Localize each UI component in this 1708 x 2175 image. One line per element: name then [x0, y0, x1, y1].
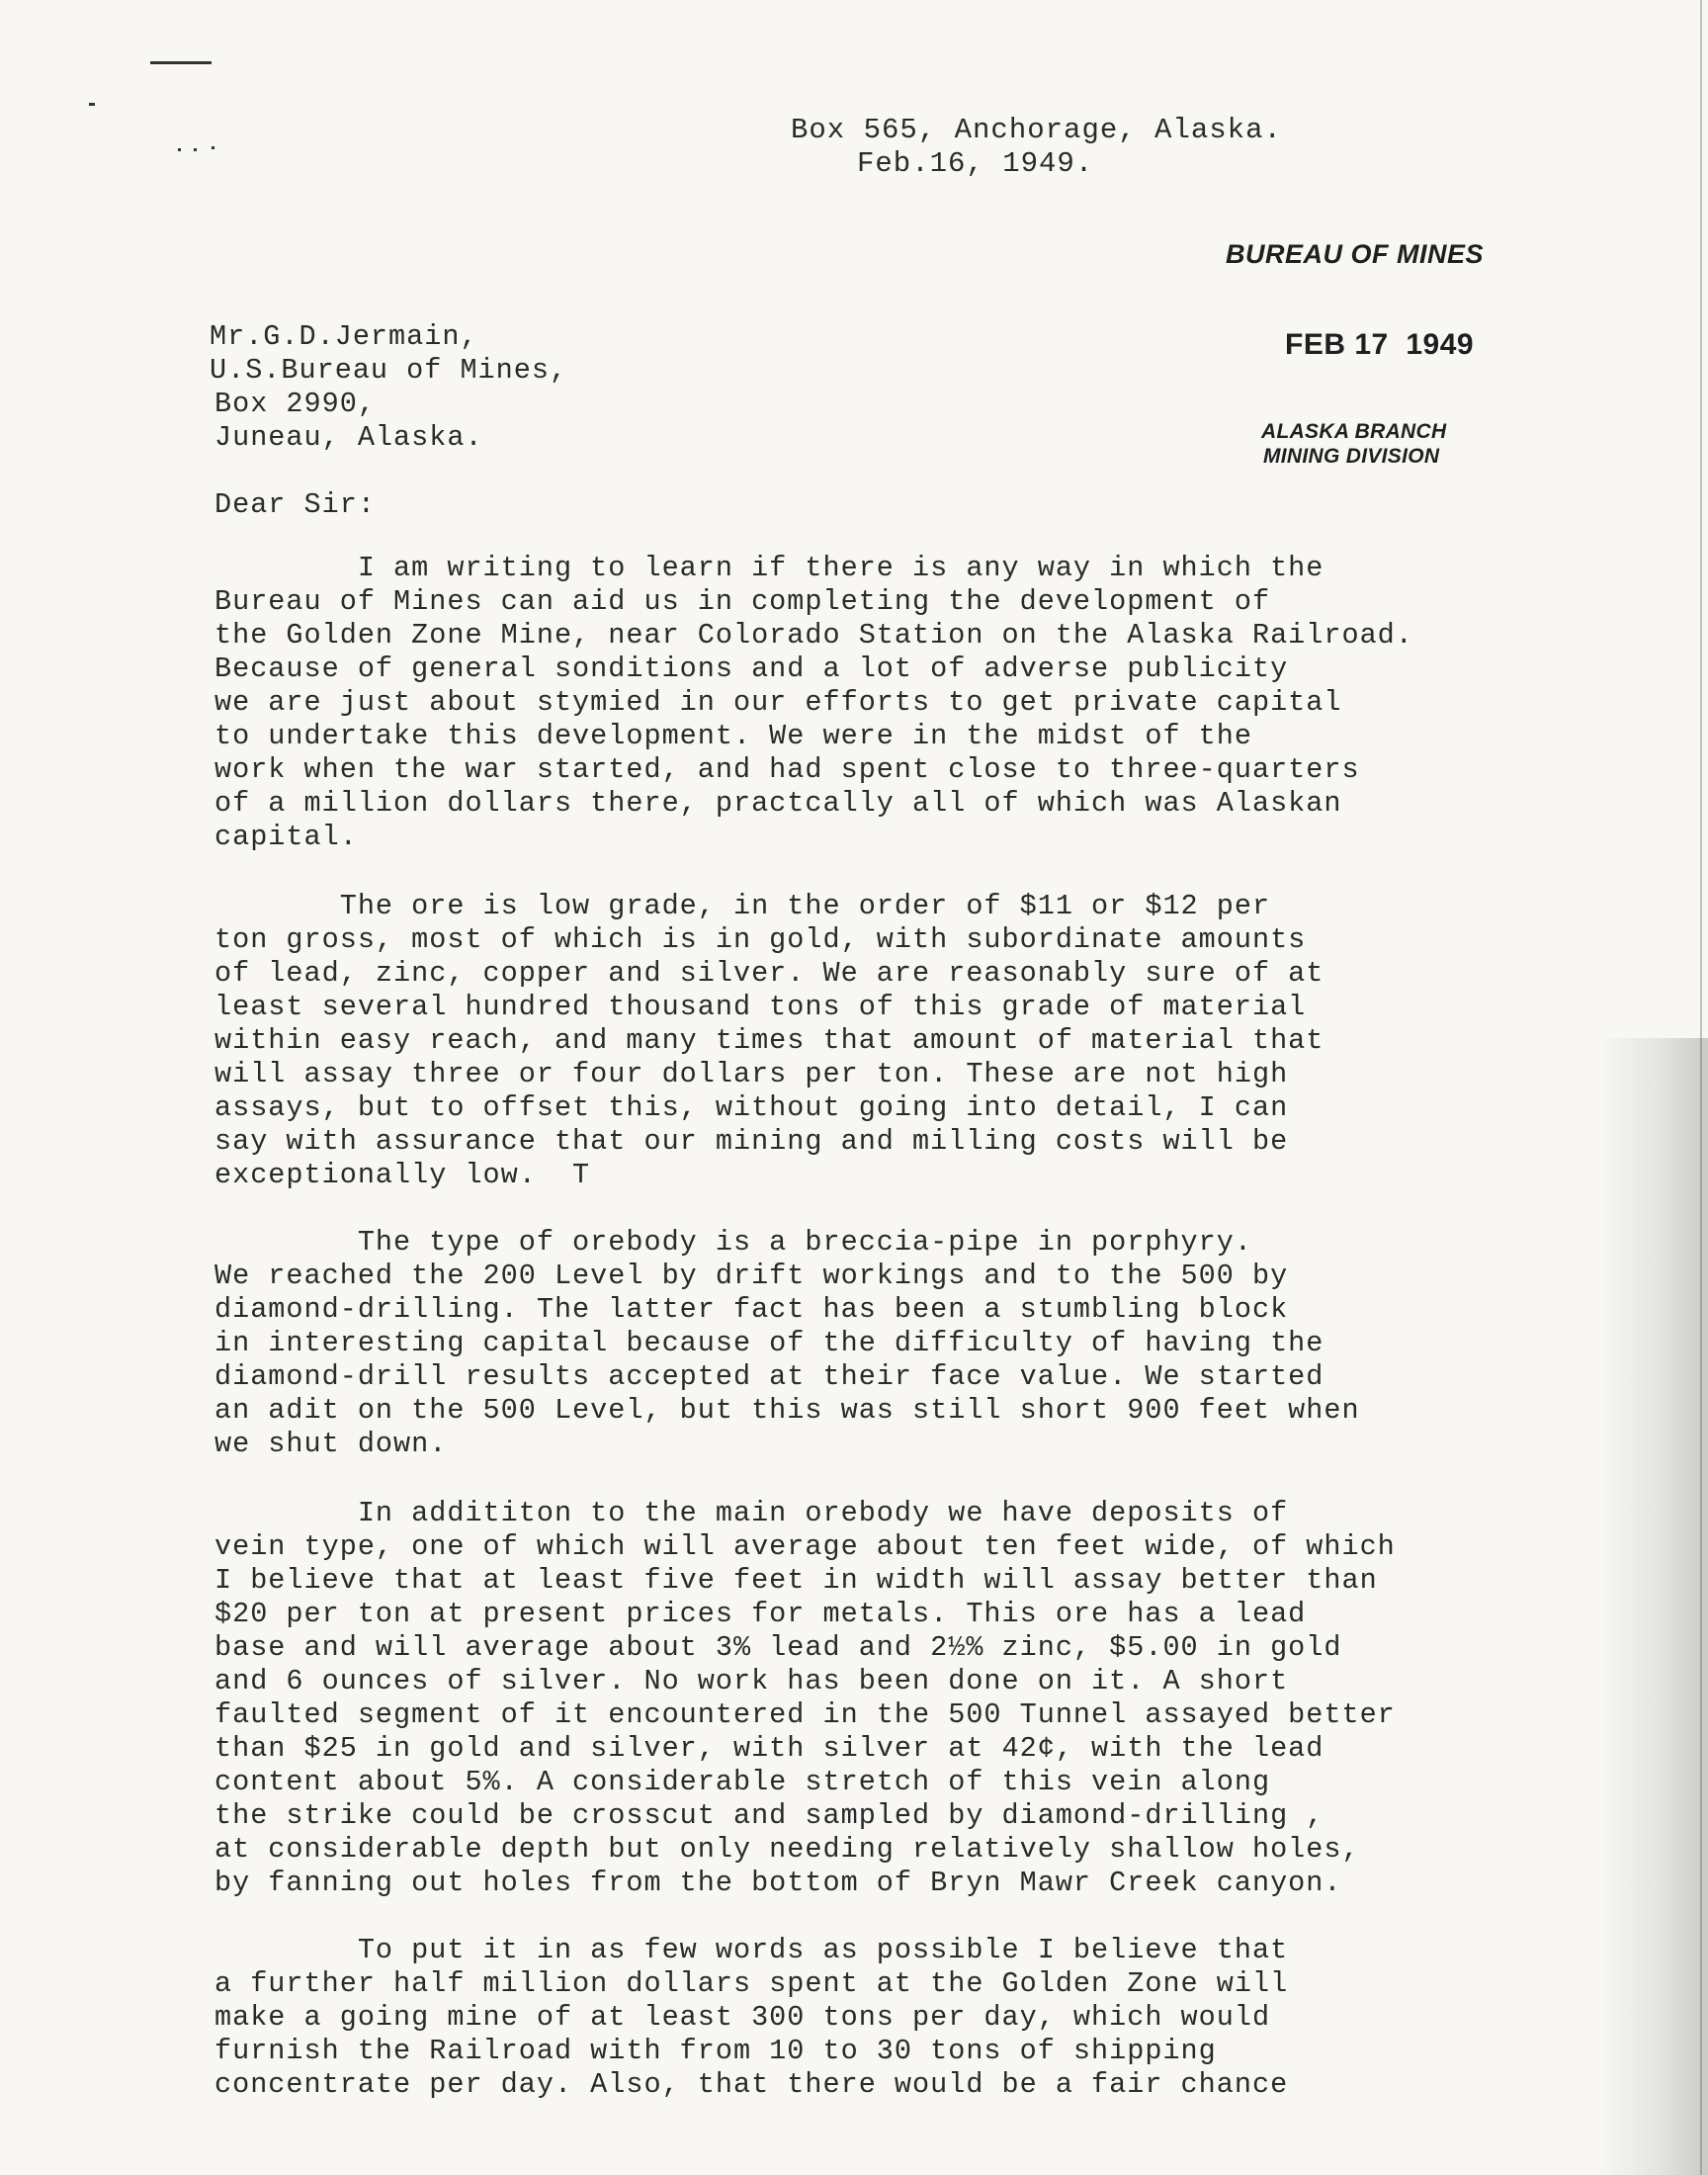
body-line: base and will average about 3% lead and 2½% zinc, $5.00 in gold: [214, 1631, 1342, 1664]
recipient-box: Box 2990,: [214, 388, 376, 420]
scan-mark: [194, 148, 197, 151]
body-line: work when the war started, and had spent close to three-quarters: [214, 753, 1360, 786]
body-line: assays, but to offset this, without going into detail, I can: [214, 1091, 1289, 1124]
scan-edge-line: [1700, 0, 1702, 2175]
body-line: Because of general sonditions and a lot of adverse publicity: [214, 652, 1289, 685]
body-line: and 6 ounces of silver. No work has been done on it. A short: [214, 1665, 1289, 1697]
body-line: ton gross, most of which is in gold, with subordinate amounts: [214, 923, 1307, 956]
body-line: will assay three or four dollars per ton. These are not high: [214, 1058, 1289, 1090]
body-line: vein type, one of which will average about ten feet wide, of which: [214, 1530, 1396, 1563]
sender-address: Box 565, Anchorage, Alaska.: [791, 114, 1282, 146]
body-line: Bureau of Mines can aid us in completing the development of: [214, 585, 1271, 618]
body-line: I believe that at least five feet in width will assay better than: [214, 1564, 1378, 1597]
salutation: Dear Sir:: [214, 488, 376, 521]
body-line: exceptionally low. T: [214, 1159, 591, 1191]
body-line: in interesting capital because of the difficulty of having the: [214, 1327, 1324, 1359]
body-line: concentrate per day. Also, that there would be a fair chance: [214, 2068, 1289, 2101]
body-line: diamond-drill results accepted at their face value. We started: [214, 1360, 1324, 1393]
recipient-office: U.S.Bureau of Mines,: [210, 354, 568, 387]
body-line: In addititon to the main orebody we have deposits of: [214, 1497, 1289, 1529]
body-line: faulted segment of it encountered in the 500 Tunnel assayed better: [214, 1698, 1396, 1731]
scan-mark: [178, 148, 181, 151]
stamp-alaska-branch: ALASKA BRANCH: [1261, 420, 1447, 443]
body-line: we are just about stymied in our efforts to get private capital: [214, 686, 1342, 719]
body-line: an adit on the 500 Level, but this was still short 900 feet when: [214, 1394, 1360, 1427]
letter-date: Feb.16, 1949.: [857, 147, 1094, 180]
body-line: to undertake this development. We were in the midst of the: [214, 720, 1252, 752]
body-line: the strike could be crosscut and sampled by diamond-drilling ,: [214, 1799, 1324, 1832]
body-line: by fanning out holes from the bottom of Bryn Mawr Creek canyon.: [214, 1867, 1342, 1899]
recipient-city: Juneau, Alaska.: [214, 421, 483, 454]
body-line: we shut down.: [214, 1428, 448, 1460]
body-line: The type of orebody is a breccia-pipe in porphyry.: [214, 1226, 1252, 1259]
body-line: of lead, zinc, copper and silver. We are reasonably sure of at: [214, 957, 1324, 990]
stamp-mining-division: MINING DIVISION: [1263, 445, 1440, 468]
body-line: To put it in as few words as possible I believe that: [214, 1934, 1289, 1966]
body-line: least several hundred thousand tons of this grade of material: [214, 991, 1307, 1023]
body-line: The ore is low grade, in the order of $11 or $12 per: [214, 890, 1271, 922]
body-line: diamond-drilling. The latter fact has been a stumbling block: [214, 1293, 1289, 1326]
scan-mark: [89, 103, 95, 106]
recipient-name: Mr.G.D.Jermain,: [210, 320, 478, 353]
scan-edge-shadow: [1599, 1038, 1708, 2175]
body-line: We reached the 200 Level by drift workings and to the 500 by: [214, 1260, 1289, 1292]
body-line: I am writing to learn if there is any way in which the: [214, 552, 1324, 584]
stamp-received-date: FEB 17 1949: [1285, 328, 1475, 361]
scan-mark: [150, 61, 212, 64]
body-line: a further half million dollars spent at the Golden Zone will: [214, 1967, 1289, 2000]
body-line: $20 per ton at present prices for metals. This ore has a lead: [214, 1598, 1307, 1630]
body-line: than $25 in gold and silver, with silver at 42¢, with the lead: [214, 1732, 1324, 1765]
stamp-bureau-of-mines: BUREAU OF MINES: [1226, 239, 1485, 269]
body-line: capital.: [214, 821, 358, 853]
body-line: at considerable depth but only needing relatively shallow holes,: [214, 1833, 1360, 1866]
body-line: the Golden Zone Mine, near Colorado Station on the Alaska Railroad.: [214, 619, 1413, 652]
body-line: make a going mine of at least 300 tons per day, which would: [214, 2001, 1271, 2034]
scan-mark: [212, 146, 214, 149]
body-line: furnish the Railroad with from 10 to 30 tons of shipping: [214, 2035, 1217, 2067]
body-line: say with assurance that our mining and milling costs will be: [214, 1125, 1289, 1158]
body-line: of a million dollars there, practcally all of which was Alaskan: [214, 787, 1342, 820]
body-line: within easy reach, and many times that amount of material that: [214, 1024, 1324, 1057]
body-line: content about 5%. A considerable stretch of this vein along: [214, 1766, 1271, 1798]
